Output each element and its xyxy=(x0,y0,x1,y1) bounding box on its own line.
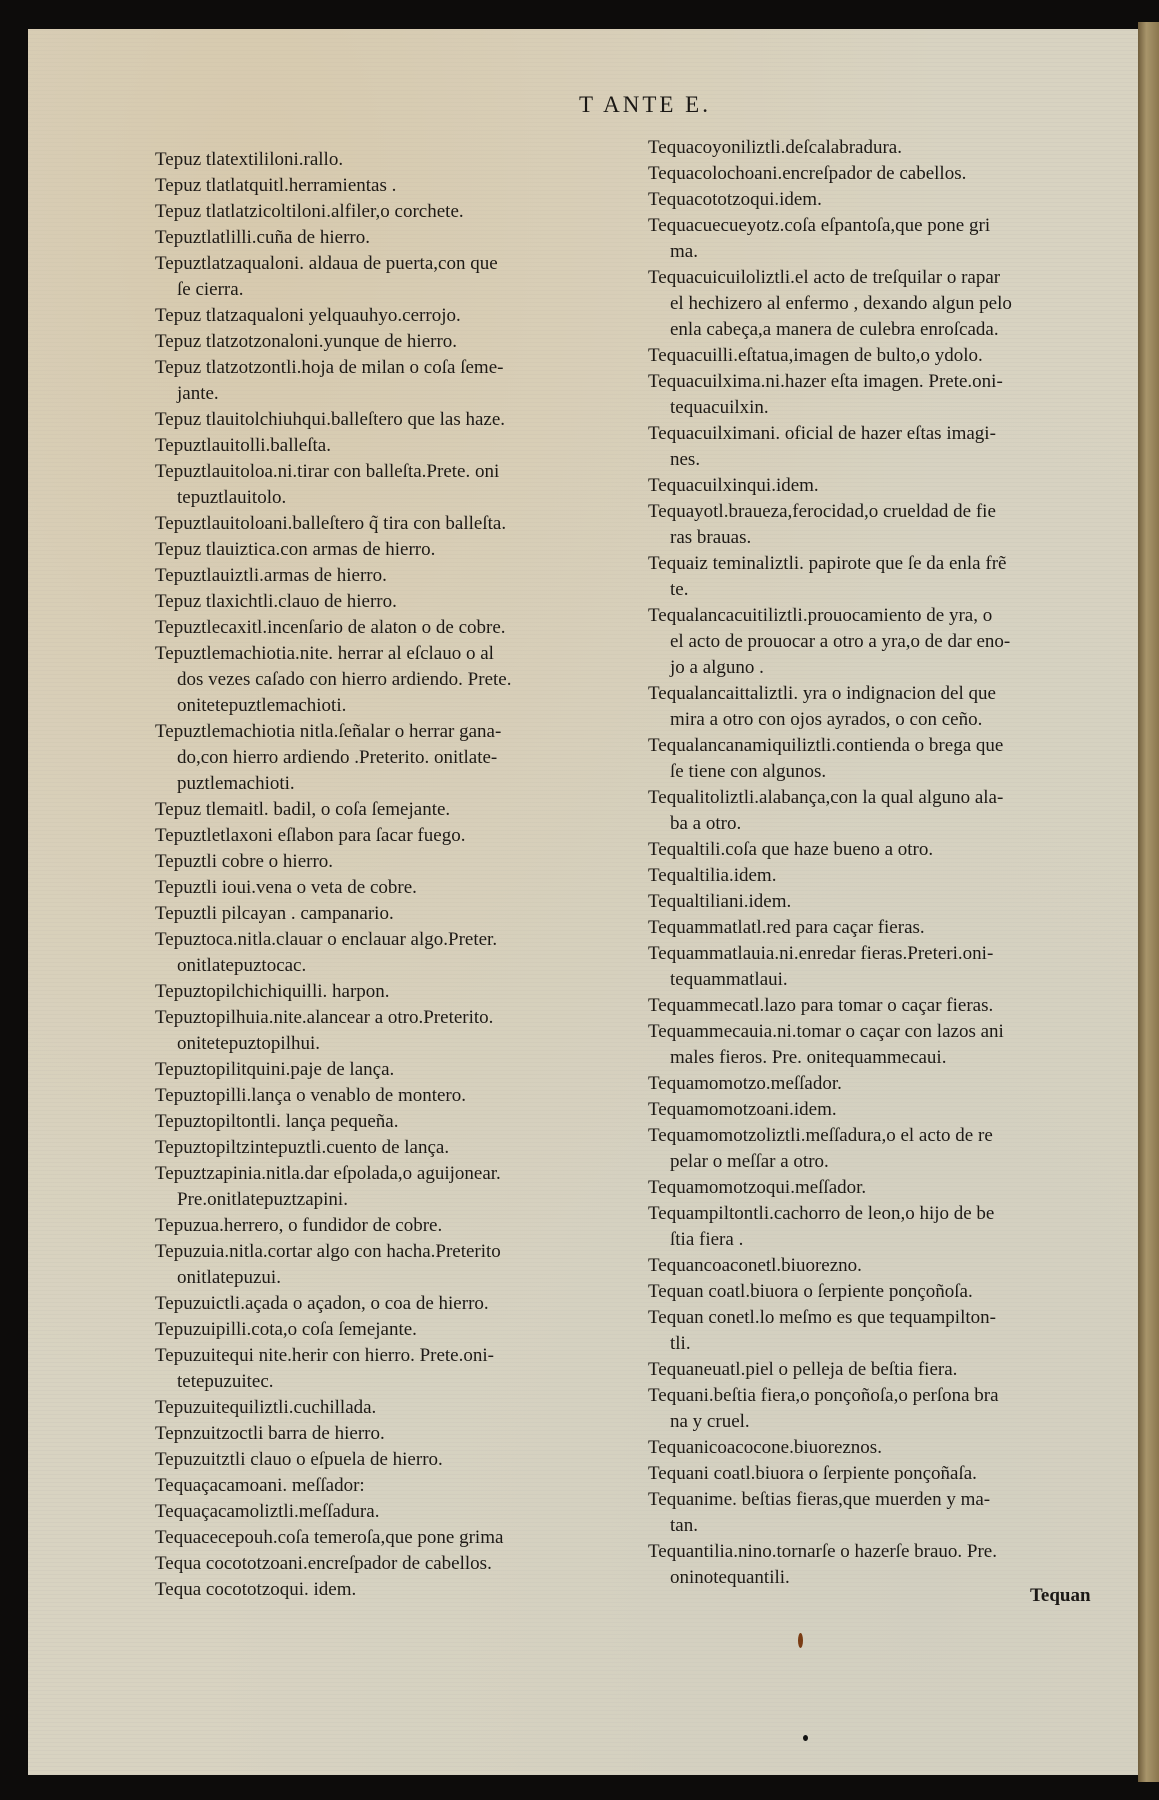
dictionary-entry-continuation: ras brauas. xyxy=(670,527,752,548)
dictionary-entry: Tequamomotzoani.idem. xyxy=(648,1099,837,1120)
dictionary-entry: Tepuz tlaxichtli.clauo de hierro. xyxy=(155,591,397,612)
dictionary-entry-continuation: el acto de prouocar a otro a yra,o de dar eno- xyxy=(670,631,1011,652)
dictionary-entry: Tepuztlauitolli.balleſta. xyxy=(155,435,331,456)
dictionary-entry: Tepuz tlemaitl. badil, o coſa ſemejante. xyxy=(155,799,451,820)
dictionary-entry-continuation: tequacuilxin. xyxy=(670,397,769,418)
dictionary-entry: Tepuztopilhuia.nite.alancear a otro.Preterito. xyxy=(155,1007,494,1028)
dictionary-entry: Tepuztopilli.lança o venablo de montero. xyxy=(155,1085,467,1106)
dictionary-entry: Tequacecepouh.coſa temeroſa,que pone grima xyxy=(155,1527,504,1548)
dictionary-entry: Tequamomotzo.meſſador. xyxy=(648,1073,842,1094)
dictionary-entry: Tepuztoca.nitla.clauar o enclauar algo.Preter. xyxy=(155,929,498,950)
dictionary-entry: Tequa cocototzoani.encreſpador de cabellos. xyxy=(155,1553,492,1574)
dictionary-entry: Tequacuecueyotz.coſa eſpantoſa,que pone gri xyxy=(648,215,991,236)
running-title: T ANTE E. xyxy=(579,92,711,117)
dictionary-entry-continuation: oninotequantili. xyxy=(670,1567,790,1588)
dictionary-entry: Tepuztlemachiotia nitla.ſeñalar o herrar gana- xyxy=(155,721,502,742)
dictionary-entry: Tequacuilli.eſtatua,imagen de bulto,o ydolo. xyxy=(648,345,983,366)
dictionary-entry: Tequani coatl.biuora o ſerpiente ponçoñaſa. xyxy=(648,1463,977,1484)
dictionary-entry: Tepnzuitzoctli barra de hierro. xyxy=(155,1423,385,1444)
dictionary-entry: Tepuz tlatlatzicoltiloni.alfiler,o corchete. xyxy=(155,201,464,222)
dictionary-entry-continuation: onitlatepuzui. xyxy=(177,1267,281,1288)
dictionary-entry: Tepuz tlatlatquitl.herramientas . xyxy=(155,175,397,196)
dictionary-entry: Tepuz tlauiztica.con armas de hierro. xyxy=(155,539,436,560)
dictionary-entry: Tepuztlauiztli.armas de hierro. xyxy=(155,565,387,586)
dictionary-entry: Tequaltiliani.idem. xyxy=(648,891,792,912)
dictionary-entry: Tequalancanamiquiliztli.contienda o brega que xyxy=(648,735,1004,756)
dictionary-entry: Tequacolochoani.encreſpador de cabellos. xyxy=(648,163,967,184)
dictionary-entry-continuation: tepuztlauitolo. xyxy=(177,487,287,508)
dictionary-entry-continuation: jo a alguno . xyxy=(670,657,764,678)
dictionary-entry-continuation: tan. xyxy=(670,1515,698,1536)
dictionary-entry: Tepuz tlatzotzonaloni.yunque de hierro. xyxy=(155,331,458,352)
dictionary-entry: Tepuztletlaxoni eſlabon para ſacar fuego. xyxy=(155,825,466,846)
dictionary-entry-continuation: ſtia fiera . xyxy=(670,1229,744,1250)
dictionary-entry: Tepuzuitequiliztli.cuchillada. xyxy=(155,1397,377,1418)
dictionary-entry: Tequammatlatl.red para caçar fieras. xyxy=(648,917,925,938)
dictionary-entry: Tequammatlauia.ni.enredar fieras.Preteri.oni- xyxy=(648,943,994,964)
dictionary-entry: Tepuztzapinia.nitla.dar eſpolada,o aguijonear. xyxy=(155,1163,501,1184)
dictionary-entry: Tepuzuictli.açada o açadon, o coa de hierro. xyxy=(155,1293,489,1314)
dictionary-entry: Tequaçacamoani. meſſador: xyxy=(155,1475,365,1496)
dictionary-entry: Tepuzua.herrero, o fundidor de cobre. xyxy=(155,1215,443,1236)
dictionary-entry: Tepuzuia.nitla.cortar algo con hacha.Preterito xyxy=(155,1241,501,1262)
dictionary-entry-continuation: ma. xyxy=(670,241,698,262)
dictionary-entry: Tepuztli pilcayan . campanario. xyxy=(155,903,394,924)
dictionary-entry-continuation: ſe tiene con algunos. xyxy=(670,761,827,782)
dictionary-entry-continuation: onitlatepuztocac. xyxy=(177,955,307,976)
dictionary-entry-continuation: puztlemachioti. xyxy=(177,773,295,794)
dictionary-entry: Tepuztlecaxitl.incenſario de alaton o de cobre. xyxy=(155,617,506,638)
dictionary-entry-continuation: mira a otro con ojos ayrados, o con ceño. xyxy=(670,709,983,730)
catchword: Tequan xyxy=(1030,1585,1091,1606)
dictionary-entry: Tepuztlatzaqualoni. aldaua de puerta,con que xyxy=(155,253,498,274)
dictionary-entry: Tepuztopiltzintepuztli.cuento de lança. xyxy=(155,1137,450,1158)
dictionary-entry: Tequaltili.coſa que haze bueno a otro. xyxy=(648,839,934,860)
dictionary-entry: Tequampiltontli.cachorro de leon,o hijo de be xyxy=(648,1203,995,1224)
dictionary-entry: Tequacototzoqui.idem. xyxy=(648,189,822,210)
dictionary-entry: Tequacuilxima.ni.hazer eſta imagen. Prete.oni- xyxy=(648,371,1003,392)
dictionary-entry-continuation: tli. xyxy=(670,1333,691,1354)
dictionary-entry: Tepuz tlatextililoni.rallo. xyxy=(155,149,344,170)
dictionary-entry-continuation: na y cruel. xyxy=(670,1411,750,1432)
dictionary-entry: Tequanime. beſtias fieras,que muerden y ma- xyxy=(648,1489,991,1510)
dictionary-entry: Tequayotl.braueza,ferocidad,o crueldad de fie xyxy=(648,501,996,522)
dictionary-entry: Tequaiz teminaliztli. papirote que ſe da enla frẽ xyxy=(648,553,1007,574)
dictionary-entry-continuation: te. xyxy=(670,579,689,600)
dictionary-entry: Tequacuilxinqui.idem. xyxy=(648,475,819,496)
dictionary-entry: Tequacuilximani. oficial de hazer eſtas imagi- xyxy=(648,423,996,444)
dictionary-entry: Tequaltilia.idem. xyxy=(648,865,777,886)
dictionary-entry: Tepuztlauitoloa.ni.tirar con balleſta.Prete. oni xyxy=(155,461,500,482)
dictionary-entry: Tequan conetl.lo meſmo es que tequampilton- xyxy=(648,1307,996,1328)
dictionary-entry-continuation: tetepuzuitec. xyxy=(177,1371,274,1392)
dictionary-entry: Tequacoyoniliztli.deſcalabradura. xyxy=(648,137,902,158)
dictionary-entry: Tepuztlatlilli.cuña de hierro. xyxy=(155,227,370,248)
dictionary-entry: Tequammecatl.lazo para tomar o caçar fieras. xyxy=(648,995,994,1016)
dictionary-entry: Tequaneuatl.piel o pelleja de beſtia fiera. xyxy=(648,1359,958,1380)
dictionary-entry: Tepuztopilitquini.paje de lança. xyxy=(155,1059,395,1080)
dictionary-entry: Tepuztlemachiotia.nite. herrar al eſclauo o al xyxy=(155,643,494,664)
dictionary-entry-continuation: Pre.onitlatepuztzapini. xyxy=(177,1189,348,1210)
ink-dot xyxy=(803,1735,808,1741)
dictionary-entry-continuation: dos vezes caſado con hierro ardiendo. Prete. xyxy=(177,669,512,690)
dictionary-entry-continuation: onitetepuztopilhui. xyxy=(177,1033,321,1054)
dictionary-entry: Tepuztli ioui.vena o veta de cobre. xyxy=(155,877,417,898)
dictionary-entry: Tequamomotzoliztli.meſſadura,o el acto de re xyxy=(648,1125,993,1146)
dictionary-entry: Tequanicoacocone.biuoreznos. xyxy=(648,1437,882,1458)
dictionary-entry: Tepuz tlauitolchiuhqui.balleſtero que las haze. xyxy=(155,409,506,430)
dictionary-entry-continuation: pelar o meſſar a otro. xyxy=(670,1151,829,1172)
dictionary-entry-continuation: enla cabeça,a manera de culebra enroſcada. xyxy=(670,319,999,340)
dictionary-entry: Tepuztlauitoloani.balleſtero q̃ tira con balleſta. xyxy=(155,513,507,534)
dictionary-entry: Tequan coatl.biuora o ſerpiente ponçoñoſa. xyxy=(648,1281,973,1302)
dictionary-entry: Tequantilia.nino.tornarſe o hazerſe brauo. Pre. xyxy=(648,1541,997,1562)
dictionary-entry-continuation: do,con hierro ardiendo .Preterito. onitlate- xyxy=(177,747,498,768)
dictionary-entry: Tequalitoliztli.alabança,con la qual alguno ala- xyxy=(648,787,1004,808)
dictionary-entry: Tequa cocototzoqui. idem. xyxy=(155,1579,357,1600)
next-page-edge xyxy=(1138,22,1159,1782)
dictionary-entry: Tepuztopiltontli. lança pequeña. xyxy=(155,1111,399,1132)
dictionary-entry: Tepuzuitequi nite.herir con hierro. Prete.oni- xyxy=(155,1345,494,1366)
dictionary-entry: Tequani.beſtia fiera,o ponçoñoſa,o perſona bra xyxy=(648,1385,999,1406)
dictionary-entry: Tepuztopilchichiquilli. harpon. xyxy=(155,981,390,1002)
dictionary-entry: Tepuz tlatzotzontli.hoja de milan o coſa ſeme- xyxy=(155,357,504,378)
dictionary-entry: Tequaçacamoliztli.meſſadura. xyxy=(155,1501,380,1522)
dictionary-entry: Tequancoaconetl.biuorezno. xyxy=(648,1255,862,1276)
dictionary-entry: Tepuztli cobre o hierro. xyxy=(155,851,334,872)
dictionary-entry-continuation: onitetepuztlemachioti. xyxy=(177,695,347,716)
dictionary-entry: Tequamomotzoqui.meſſador. xyxy=(648,1177,867,1198)
dictionary-entry-continuation: nes. xyxy=(670,449,701,470)
dictionary-entry-continuation: ba a otro. xyxy=(670,813,742,834)
ink-stain xyxy=(798,1633,803,1648)
dictionary-entry-continuation: el hechizero al enfermo , dexando algun pelo xyxy=(670,293,1012,314)
dictionary-entry: Tequacuicuiloliztli.el acto de treſquilar o rapar xyxy=(648,267,1001,288)
dictionary-entry-continuation: males fieros. Pre. onitequammecaui. xyxy=(670,1047,947,1068)
dictionary-entry: Tepuz tlatzaqualoni yelquauhyo.cerrojo. xyxy=(155,305,461,326)
dictionary-entry-continuation: tequammatlaui. xyxy=(670,969,788,990)
dictionary-entry: Tepuzuitztli clauo o eſpuela de hierro. xyxy=(155,1449,443,1470)
dictionary-entry: Tequalancaittaliztli. yra o indignacion del que xyxy=(648,683,996,704)
dictionary-entry: Tequammecauia.ni.tomar o caçar con lazos ani xyxy=(648,1021,1004,1042)
dictionary-entry: Tepuzuipilli.cota,o coſa ſemejante. xyxy=(155,1319,417,1340)
dictionary-entry-continuation: jante. xyxy=(177,383,219,404)
dictionary-entry-continuation: ſe cierra. xyxy=(177,279,244,300)
dictionary-entry: Tequalancacuitiliztli.prouocamiento de yra, o xyxy=(648,605,993,626)
